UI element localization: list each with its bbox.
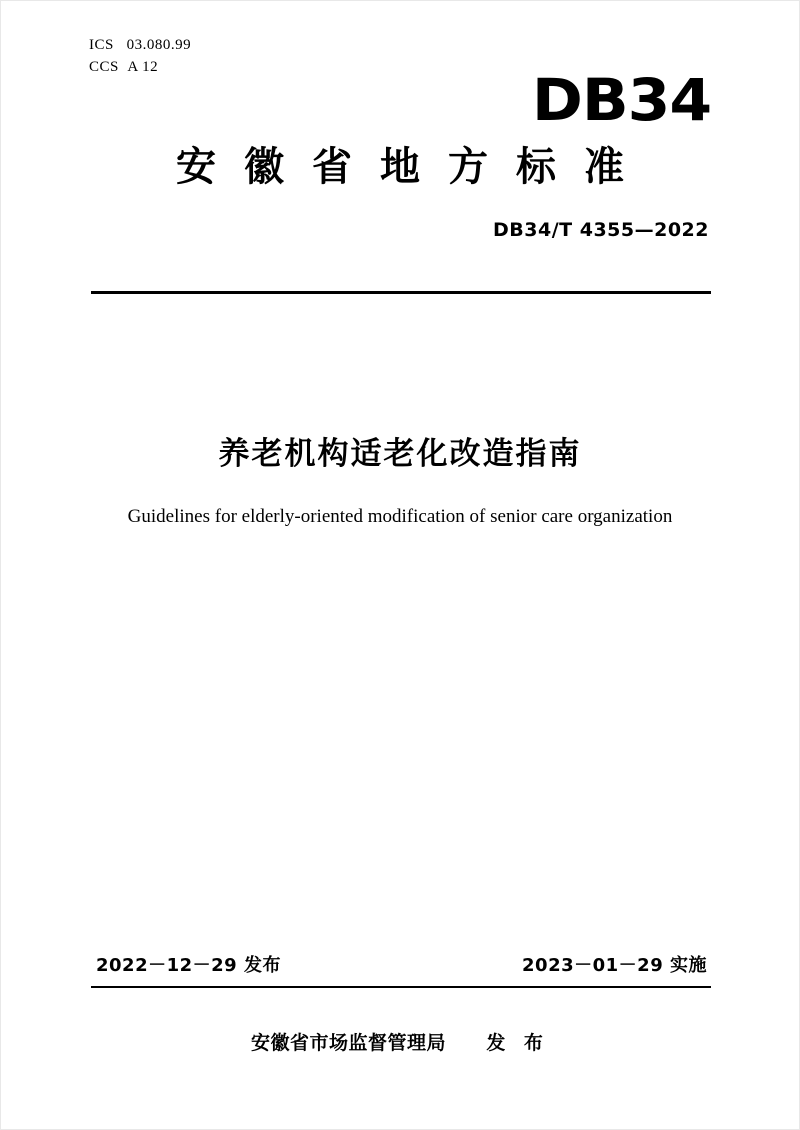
issue-date: 2022－12－29 发布 — [96, 955, 281, 976]
publisher-line — [89, 1029, 711, 1057]
publisher-name: 安徽省市场监督管理局 — [251, 1032, 447, 1054]
document-title-english: Guidelines for elderly-oriented modification of senior care organization — [127, 506, 673, 527]
ccs-value: A 12 — [127, 59, 159, 75]
ccs-line — [89, 56, 191, 78]
ics-line — [89, 34, 191, 56]
document-title-chinese: 养老机构适老化改造指南 — [218, 436, 582, 472]
standard-number: DB34/T 4355—2022 — [493, 219, 709, 241]
header-divider — [91, 291, 711, 294]
ics-label: ICS — [89, 37, 114, 53]
classification-block — [89, 34, 191, 78]
effective-date: 2023－01－29 实施 — [522, 955, 707, 976]
db34-logo: DB34 — [531, 66, 711, 134]
footer-divider — [91, 986, 711, 988]
ccs-label: CCS — [89, 59, 119, 75]
province-standard-header: 安徽省地方标准 — [176, 144, 652, 190]
publisher-verb: 发 布 — [486, 1032, 549, 1054]
ics-value: 03.080.99 — [126, 37, 192, 53]
